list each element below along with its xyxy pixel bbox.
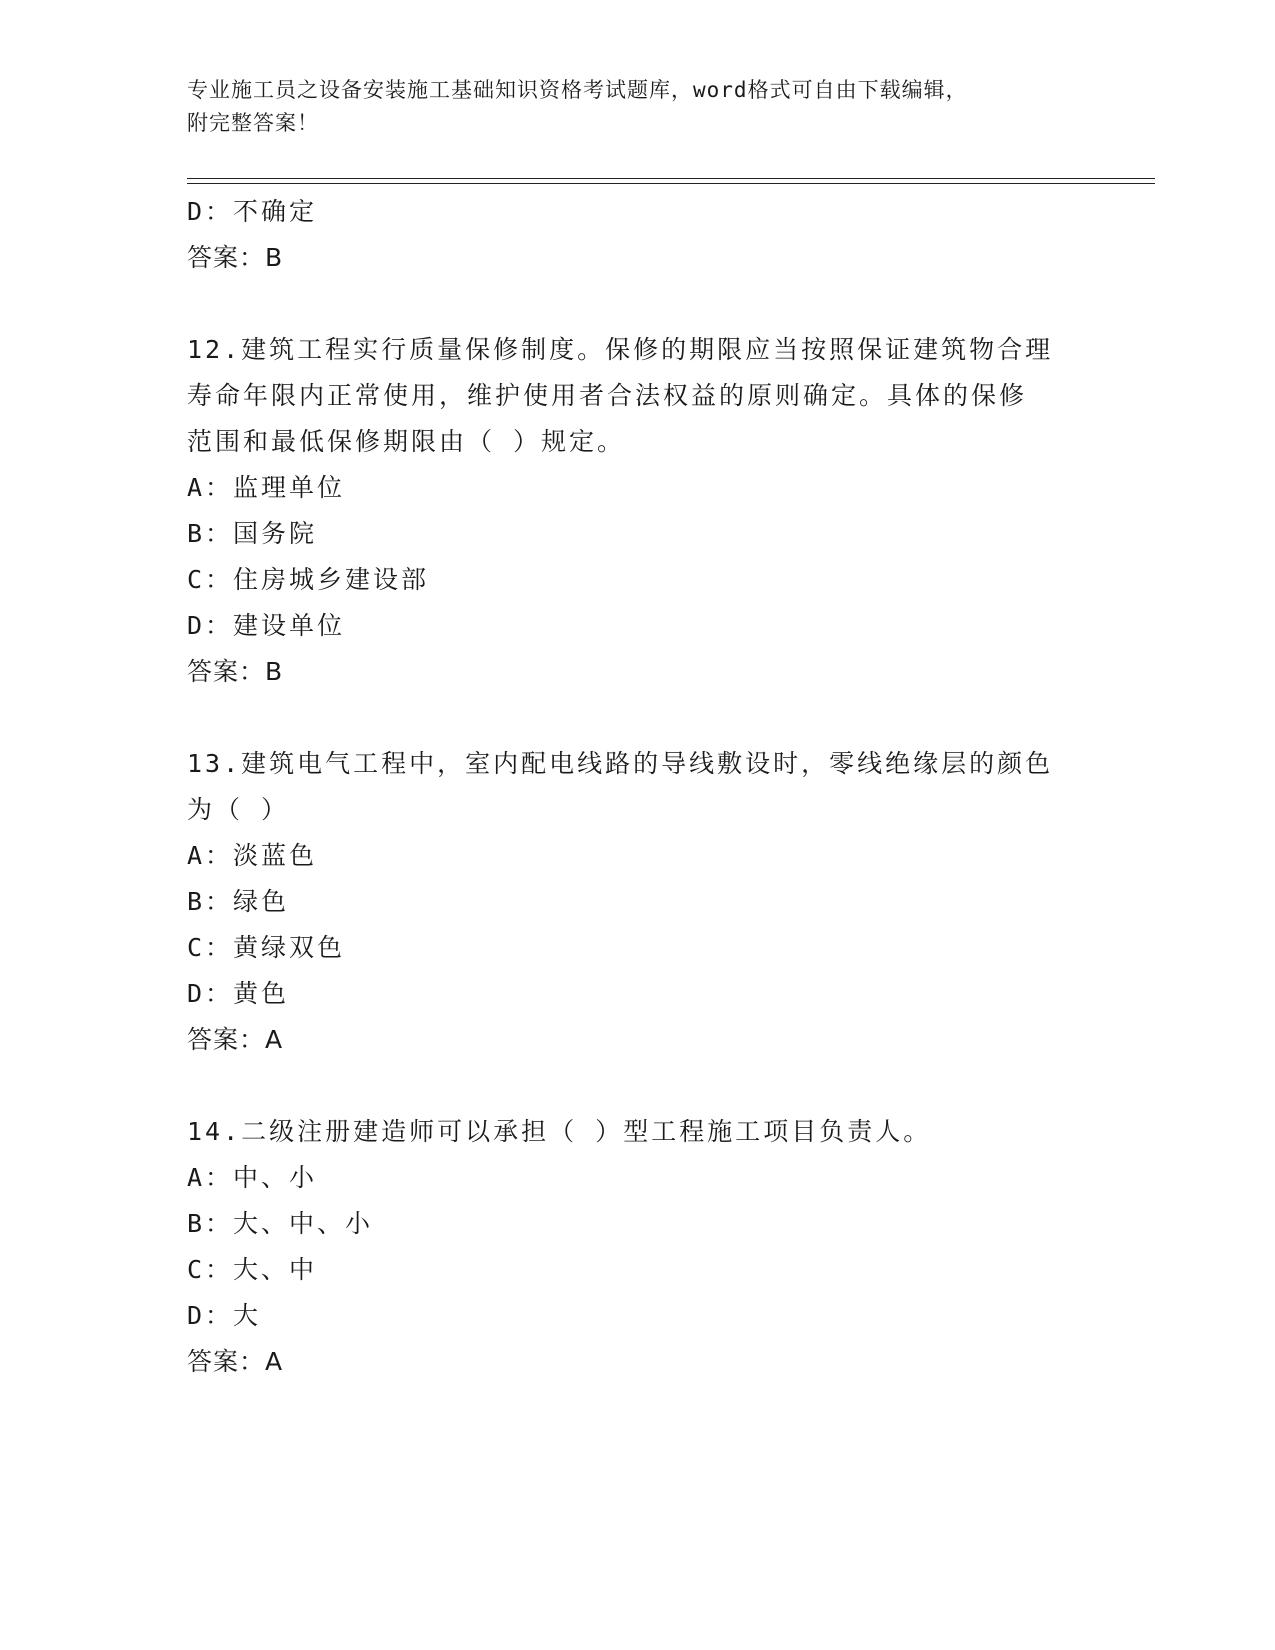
answer-line: 答案：B	[187, 243, 284, 272]
question-text	[187, 741, 1087, 833]
header-divider-bottom	[187, 183, 1155, 184]
answer-line: 答案：B	[187, 657, 284, 686]
question-11-tail	[187, 189, 1087, 281]
option-b: B：大、中、小	[187, 1209, 374, 1238]
option-b: B：绿色	[187, 887, 290, 916]
option-b: B：国务院	[187, 519, 318, 548]
answer-line: 答案：A	[187, 1347, 284, 1376]
question-text-line: 12.建筑工程实行质量保修制度。保修的期限应当按照保证建筑物合理	[187, 335, 1054, 364]
option-d: D：建设单位	[187, 611, 346, 640]
option-c: C：黄绿双色	[187, 933, 346, 962]
option-d: D：大	[187, 1301, 262, 1330]
spacer	[187, 695, 1087, 741]
option-a: A：淡蓝色	[187, 841, 318, 870]
answer-line: 答案：A	[187, 1025, 284, 1054]
question-text-line: 为（ ）	[187, 795, 290, 824]
option-d: D：不确定	[187, 197, 318, 226]
question-text	[187, 1109, 1087, 1155]
question-text-line: 13.建筑电气工程中，室内配电线路的导线敷设时，零线绝缘层的颜色	[187, 749, 1054, 778]
question-text	[187, 327, 1087, 465]
question-14	[187, 1109, 1087, 1385]
question-13	[187, 741, 1087, 1063]
question-12	[187, 327, 1087, 695]
option-d: D：黄色	[187, 979, 290, 1008]
option-c: C：住房城乡建设部	[187, 565, 430, 594]
spacer	[187, 281, 1087, 327]
option-a: A：中、小	[187, 1163, 318, 1192]
document-header	[187, 74, 1067, 140]
question-list	[187, 189, 1087, 1385]
header-title-line-2: 附完整答案！	[187, 111, 319, 135]
question-text-line: 寿命年限内正常使用，维护使用者合法权益的原则确定。具体的保修	[187, 381, 1028, 410]
header-title-line-1: 专业施工员之设备安装施工基础知识资格考试题库，word格式可自由下载编辑，	[187, 78, 968, 102]
header-divider-top	[187, 178, 1155, 179]
spacer	[187, 1063, 1087, 1109]
question-text-line: 范围和最低保修期限由（ ）规定。	[187, 427, 626, 456]
option-a: A：监理单位	[187, 473, 346, 502]
question-text-line: 14.二级注册建造师可以承担（ ）型工程施工项目负责人。	[187, 1117, 932, 1146]
option-c: C：大、中	[187, 1255, 318, 1284]
